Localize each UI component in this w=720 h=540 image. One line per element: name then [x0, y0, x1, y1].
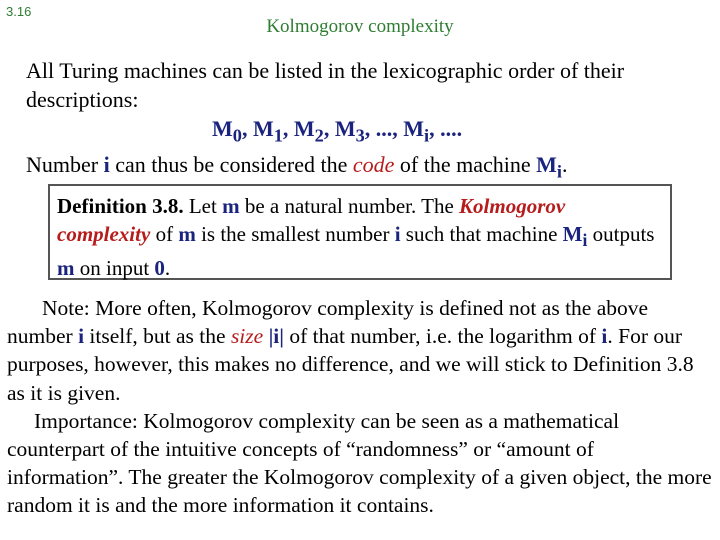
- machine-symbol: M: [334, 116, 356, 141]
- term-size: size: [230, 324, 264, 349]
- body-text: [7, 294, 715, 520]
- intro-paragraph: [26, 56, 706, 187]
- machine-symbol: M: [536, 152, 557, 178]
- text: .: [164, 256, 171, 281]
- note-paragraph: [7, 294, 715, 407]
- symbol-m: m: [57, 256, 75, 281]
- text: can thus be considered the: [109, 152, 353, 178]
- machine-subscript: 3: [355, 125, 365, 146]
- machine-symbol: M: [562, 222, 583, 246]
- importance-paragraph: Importance: Kolmogorov complexity can be seen as a mathematical counterpart of the intuitive concepts of “randomness” or “amount of information”. The greater the Kolmogorov complexity of a given object, the more random it is and the more information it contains.: [7, 408, 712, 518]
- symbol-m: m: [178, 222, 196, 246]
- symbol-i: i: [394, 222, 401, 246]
- machine-symbol: M: [403, 116, 425, 141]
- machine-symbol: M: [293, 116, 315, 141]
- text: outputs: [587, 222, 655, 246]
- text: be a natural number. The: [239, 194, 460, 218]
- text: on input: [74, 256, 155, 281]
- symbol-m: m: [222, 194, 240, 218]
- machine-subscript: i: [582, 230, 588, 251]
- text: Number: [26, 152, 104, 178]
- symbol-zero: 0: [154, 256, 165, 281]
- symbol-abs-i: |i|: [268, 324, 285, 349]
- text: of that number, i.e. the logarithm of: [284, 324, 602, 349]
- sequence-tail: , ....: [429, 116, 463, 141]
- machine-symbol: M: [252, 116, 274, 141]
- symbol-i: i: [601, 324, 608, 349]
- symbol-i: i: [78, 324, 85, 349]
- text: . For our purposes, however, this makes no difference, and we will stick to Definition 3.8 as it is given.: [7, 324, 694, 405]
- sequence-separator: ,: [282, 116, 294, 141]
- sequence-separator: , ...,: [364, 116, 404, 141]
- machine-subscript: 1: [273, 125, 283, 146]
- text: is the smallest number: [195, 222, 395, 246]
- definition-box: [48, 184, 672, 280]
- machine-sequence: [26, 114, 706, 150]
- machine-symbol: M: [212, 116, 233, 141]
- text: .: [561, 152, 568, 178]
- intro-line1: All Turing machines can be listed in the lexicographic order of their descriptions:: [26, 58, 625, 112]
- sequence-separator: ,: [323, 116, 335, 141]
- intro-line3: [26, 152, 568, 182]
- text: of the machine: [394, 152, 537, 178]
- machine-subscript: 2: [314, 125, 324, 146]
- text: itself, but as the: [84, 324, 231, 349]
- sequence-separator: ,: [241, 116, 253, 141]
- text: Let: [183, 194, 223, 218]
- slide-title: Kolmogorov complexity: [266, 16, 454, 37]
- definition-label: Definition 3.8.: [57, 194, 184, 218]
- symbol-i: i: [103, 152, 110, 178]
- machine-subscript: 0: [232, 125, 242, 146]
- machine-subscript: i: [424, 125, 430, 146]
- text: Note: More often, Kolmogorov complexity is defined not as the above number: [7, 296, 649, 349]
- term-code: code: [352, 152, 395, 178]
- slide-number: 3.16: [6, 4, 32, 19]
- text: of: [150, 222, 179, 246]
- machine-subscript: i: [556, 161, 562, 182]
- defined-term: Kolmogorov complexity: [57, 194, 566, 246]
- text: such that machine: [400, 222, 563, 246]
